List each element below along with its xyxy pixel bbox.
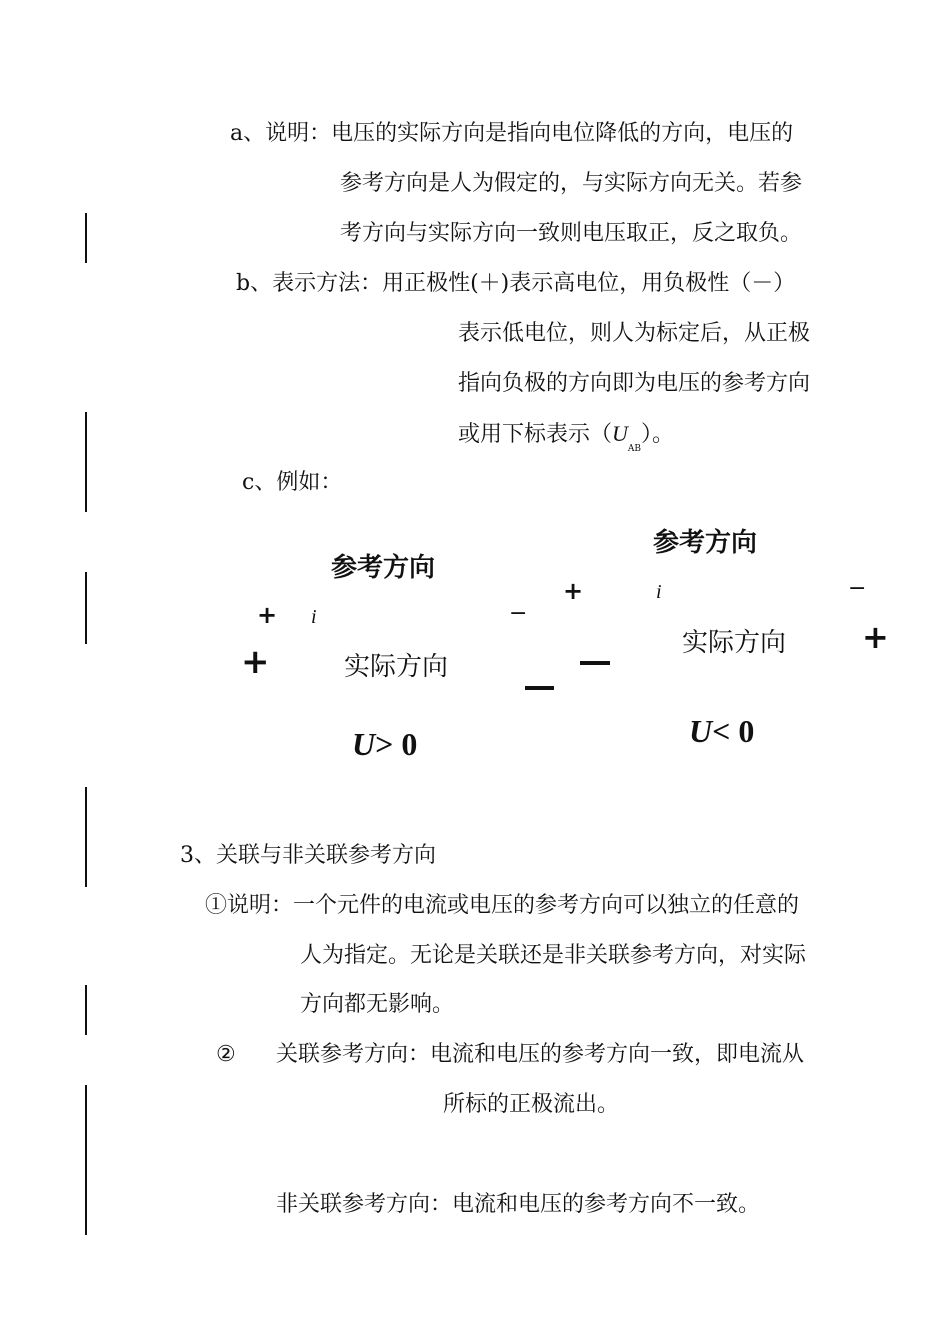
section-a-line-3: 考方向与实际方向一致则电压取正，反之取负。 [340, 221, 803, 246]
section-b-line-1: b、表示方法：用正极性(＋)表示高电位，用负极性（－） [236, 271, 796, 296]
section-b-line-3: 指向负极的方向即为电压的参考方向 [458, 371, 811, 396]
section-3-title: 3、关联与非关联参考方向 [180, 843, 436, 868]
right-actual-plus: + [862, 618, 889, 656]
margin-bar [85, 213, 87, 263]
margin-bar [85, 787, 87, 887]
section-a-line-1: a、说明：电压的实际方向是指向电位降低的方向，电压的 [230, 121, 794, 146]
right-actual-minus-bar [580, 661, 610, 665]
left-ref-minus: − [509, 601, 528, 626]
item-1-line-2: 人为指定。无论是关联还是非关联参考方向，对实际 [300, 943, 807, 968]
margin-bar [85, 985, 87, 1035]
item-2-marker: ② [216, 1042, 236, 1067]
item-2-line-2: 所标的正极流出。 [443, 1092, 620, 1117]
left-ref-direction-label: 参考方向 [331, 553, 436, 583]
left-formula [352, 726, 417, 762]
section-a-line-2: 参考方向是人为假定的，与实际方向无关。若参 [340, 171, 803, 196]
right-actual-direction-label: 实际方向 [682, 628, 787, 658]
left-current-label: i [311, 606, 317, 628]
right-ref-plus: + [563, 577, 584, 605]
left-actual-plus: + [241, 642, 270, 682]
left-formula-var: U [352, 726, 376, 762]
item-2-line-1: 关联参考方向：电流和电压的参考方向一致，即电流从 [276, 1042, 805, 1067]
left-actual-minus-bar [525, 686, 554, 690]
right-formula-rest: < 0 [712, 713, 755, 749]
line-4-prefix: 或用下标表示（ [458, 422, 613, 447]
margin-bar [85, 1085, 87, 1235]
section-b-line-4 [458, 419, 674, 464]
voltage-variable: U [612, 421, 628, 446]
right-current-label: i [656, 581, 662, 603]
right-ref-minus: − [848, 576, 867, 601]
margin-bar [85, 572, 87, 644]
left-formula-rest: > 0 [375, 726, 418, 762]
section-b-line-2: 表示低电位，则人为标定后，从正极 [458, 321, 811, 346]
line-4-suffix: ）。 [641, 422, 675, 447]
section-c-label: c、例如： [242, 470, 343, 495]
right-formula-var: U [689, 713, 713, 749]
item-1-line-1: ①说明：一个元件的电流或电压的参考方向可以独立的任意的 [205, 893, 800, 918]
item-3-line-1: 非关联参考方向：电流和电压的参考方向不一致。 [276, 1192, 761, 1217]
left-actual-direction-label: 实际方向 [344, 652, 449, 682]
left-ref-plus: + [257, 601, 278, 629]
right-ref-direction-label: 参考方向 [653, 528, 758, 558]
voltage-subscript: AB [627, 444, 642, 454]
item-1-line-3: 方向都无影响。 [300, 992, 455, 1017]
margin-bar [85, 412, 87, 512]
right-formula [689, 713, 754, 749]
